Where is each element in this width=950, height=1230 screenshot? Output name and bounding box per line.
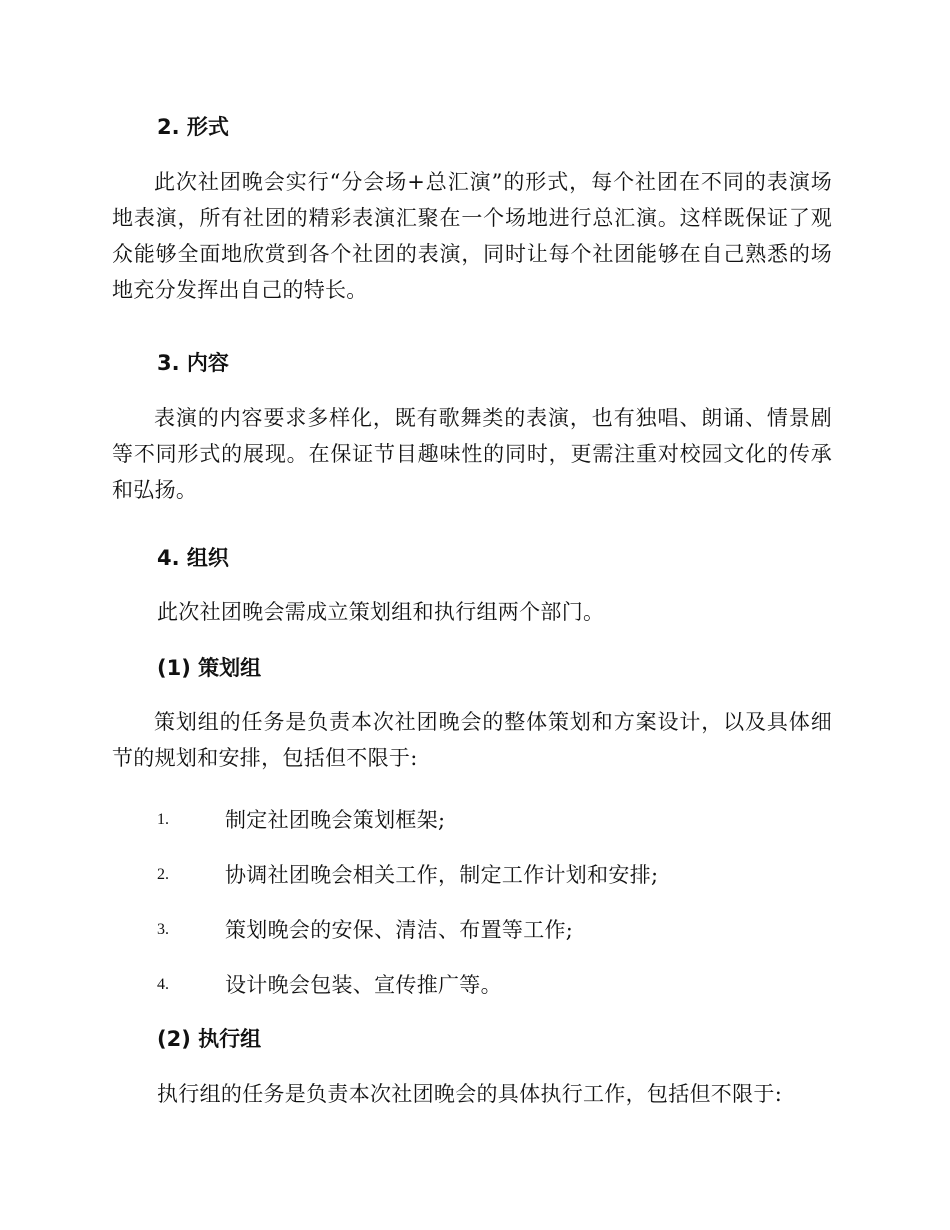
list-text: 制定社团晚会策划框架; [225,808,446,832]
section-paragraph-organization: 此次社团晚会需成立策划组和执行组两个部门。 [157,600,605,624]
execution-paragraph: 执行组的任务是负责本次社团晚会的具体执行工作，包括但不限于: [157,1082,783,1106]
list-number: 3. [157,921,169,938]
section-paragraph-form: 此次社团晚会实行“分会场+总汇演”的形式，每个社团在不同的表演场地表演，所有社团的精彩表演汇聚在一个场地进行总汇演。这样既保证了观众能够全面地欣赏到各个社团的表演，同时让每个社团能够在自己熟悉的场地充分发挥出自己的特长。 [112,170,832,302]
list-number: 1. [157,811,169,828]
list-text: 协调社团晚会相关工作，制定工作计划和安排; [225,863,659,887]
section-paragraph-content: 表演的内容要求多样化，既有歌舞类的表演，也有独唱、朗诵、情景剧等不同形式的展现。在保证节目趣味性的同时，更需注重对校园文化的传承和弘扬。 [112,406,832,502]
list-text: 设计晚会包装、宣传推广等。 [225,973,502,997]
planning-paragraph: 策划组的任务是负责本次社团晚会的整体策划和方案设计，以及具体细节的规划和安排，包括但不限于: [112,710,832,770]
section-heading-form: 2. 形式 [157,115,229,139]
list-text: 策划晚会的安保、清洁、布置等工作; [225,918,574,942]
section-heading-organization: 4. 组织 [157,546,229,570]
list-number: 4. [157,976,169,993]
subsection-heading-execution: (2) 执行组 [157,1027,262,1051]
list-number: 2. [157,866,169,883]
subsection-heading-planning: (1) 策划组 [157,656,262,680]
section-heading-content: 3. 内容 [157,351,229,375]
